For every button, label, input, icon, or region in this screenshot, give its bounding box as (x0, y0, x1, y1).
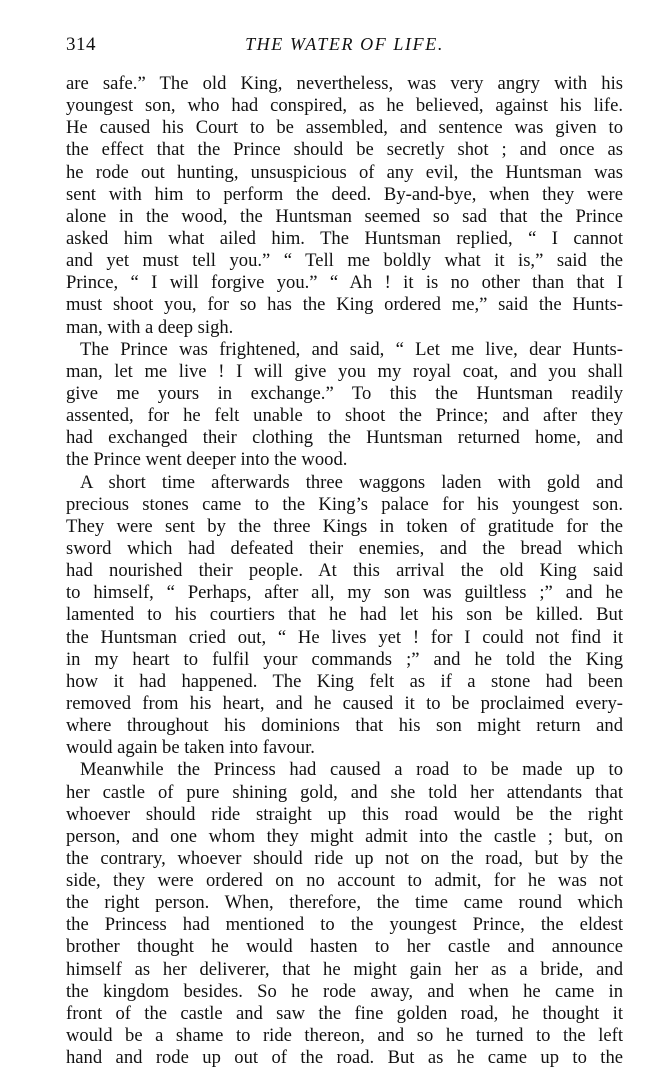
paragraph (66, 339, 623, 472)
text-line: the Huntsman cried out, “ He lives yet ! for I could not find it (66, 626, 623, 648)
text-line: to himself, “ Perhaps, after all, my son was guiltless ;” and he (66, 582, 623, 604)
text-line: would be a shame to ride thereon, and so he turned to the left (66, 1025, 623, 1047)
text-line: and yet must tell you.” “ Tell me boldly what it is,” said the (66, 250, 623, 272)
text-line: where throughout his dominions that his son might return and (66, 715, 623, 737)
text-line: the right person. When, therefore, the time came round which (66, 892, 623, 914)
text-line: Prince, “ I will forgive you.” “ Ah ! it is no other than that I (66, 272, 623, 294)
text-line: must shoot you, for so has the King ordered me,” said the Hunts- (66, 294, 623, 316)
text-line: the effect that the Prince should be secretly shot ; and once as (66, 139, 623, 161)
text-line: the contrary, whoever should ride up not on the road, but by the (66, 847, 623, 869)
text-line: the kingdom besides. So he rode away, and when he came in (66, 980, 623, 1002)
text-line: Meanwhile the Princess had caused a road to be made up to (80, 759, 623, 781)
text-line: youngest son, who had conspired, as he believed, against his life. (66, 95, 623, 117)
text-line: the Prince went deeper into the wood. (66, 449, 348, 471)
text-line: person, and one whom they might admit into the castle ; but, on (66, 825, 623, 847)
text-line: They were sent by the three Kings in token of gratitude for the (66, 515, 623, 537)
text-line: asked him what ailed him. The Huntsman replied, “ I cannot (66, 227, 623, 249)
text-line: brother thought he would hasten to her castle and announce (66, 936, 623, 958)
text-line: man, let me live ! I will give you my royal coat, and you shall (66, 360, 623, 382)
text-line: front of the castle and saw the fine golden road, he thought it (66, 1002, 623, 1024)
text-line: precious stones came to the King’s palace for his youngest son. (66, 493, 623, 515)
text-line: whoever should ride straight up this road would be the right (66, 803, 623, 825)
text-line: are safe.” The old King, nevertheless, was very angry with his (66, 73, 623, 94)
text-line: the Princess had mentioned to the youngest Prince, the eldest (66, 914, 623, 936)
text-line: He caused his Court to be assembled, and sentence was given to (66, 117, 623, 139)
paragraph (66, 472, 623, 760)
text-line: sent with him to perform the deed. By-and-bye, when they were (66, 183, 623, 205)
text-line: sword which had defeated their enemies, and the bread which (66, 537, 623, 559)
text-line: side, they were ordered on no account to admit, for he was not (66, 870, 623, 892)
text-line: The Prince was frightened, and said, “ Let me live, dear Hunts- (80, 338, 623, 360)
text-line: give me yours in exchange.” To this the Huntsman readily (66, 382, 623, 404)
text-line: had nourished their people. At this arrival the old King said (66, 560, 623, 582)
text-line: he rode out hunting, unsuspicious of any evil, the Huntsman was (66, 161, 623, 183)
running-head (66, 34, 623, 58)
text-line: A short time afterwards three waggons laden with gold and (80, 471, 623, 493)
text-line: removed from his heart, and he caused it to be proclaimed every- (66, 692, 623, 714)
text-line: hand and rode up out of the road. But as he came up to the (66, 1047, 623, 1069)
running-title: THE WATER OF LIFE. (245, 34, 444, 54)
text-line: assented, for he felt unable to shoot the Prince; and after they (66, 405, 623, 427)
text-line: would again be taken into favour. (66, 737, 315, 759)
paragraph (66, 759, 623, 1069)
text-line: her castle of pure shining gold, and she told her attendants that (66, 781, 623, 803)
text-line: in my heart to fulfil your commands ;” and he told the King (66, 648, 623, 670)
body-text (66, 73, 623, 1069)
paragraph (66, 73, 623, 339)
text-line: alone in the wood, the Huntsman seemed so sad that the Prince (66, 205, 623, 227)
text-line: lamented to his courtiers that he had let his son be killed. But (66, 604, 623, 626)
text-line: had exchanged their clothing the Huntsman returned home, and (66, 427, 623, 449)
text-line: himself as her deliverer, that he might gain her as a bride, and (66, 958, 623, 980)
page-number: 314 (66, 34, 96, 55)
text-line: man, with a deep sigh. (66, 316, 234, 338)
text-line: how it had happened. The King felt as if a stone had been (66, 670, 623, 692)
